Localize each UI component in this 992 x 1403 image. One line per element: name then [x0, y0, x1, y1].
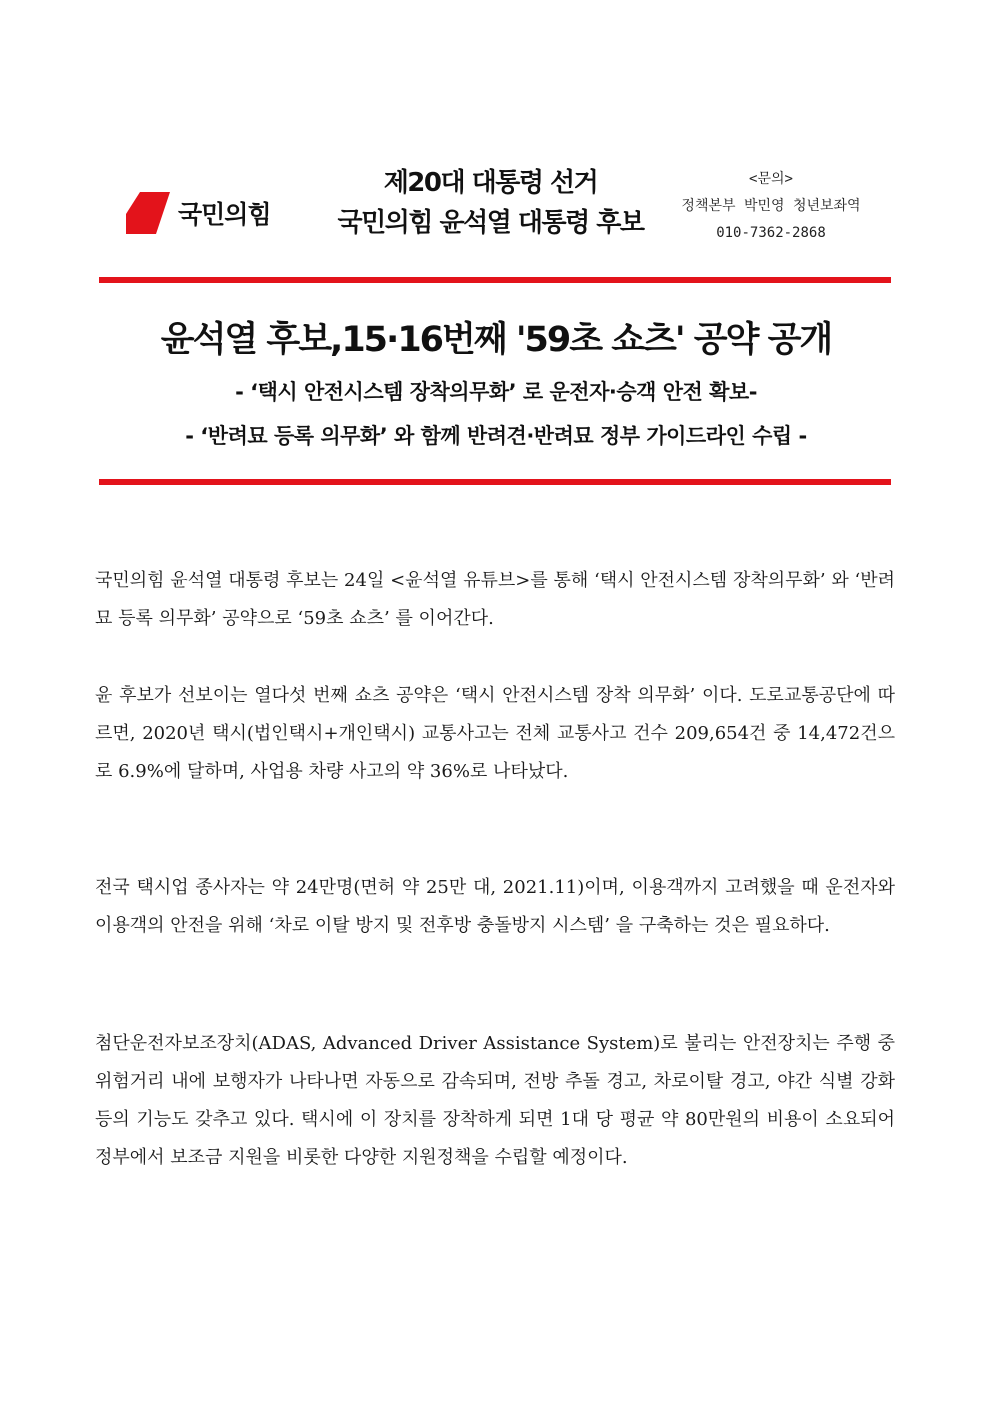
press-release-subtitle-2: - ‘반려묘 등록 의무화’ 와 함께 반려견·반려묘 정부 가이드라인 수립 - [185, 424, 807, 448]
party-logo [126, 192, 271, 234]
contact-label: <문의> [749, 171, 793, 187]
contact-department: 정책본부 박민영 청년보좌역 [681, 198, 861, 214]
body-paragraph: 전국 택시업 종사자는 약 24만명(면허 약 25만 대, 2021.11)이며, 이용객까지 고려했을 때 운전자와 이용객의 안전을 위해 ‘차로 이탈 방지 및 전후방 충돌방지 시스템’ 을 구축하는 것은 필요하다. [95, 877, 895, 936]
election-title: 제20대 대통령 선거 [383, 168, 598, 198]
party-logo-text: 국민의힘 [178, 200, 271, 229]
headline-divider [99, 479, 891, 485]
contact-info [655, 166, 887, 247]
contact-phone: 010-7362-2868 [716, 225, 826, 241]
header-title [318, 163, 663, 243]
body-paragraph: 첨단운전자보조장치(ADAS, Advanced Driver Assistance System)로 불리는 안전장치는 주행 중 위험거리 내에 보행자가 나타나면 자동으로 감속되며, 전방 추돌 경고, 차로이탈 경고, 야간 식별 강화 등의 기능도 갖추고 있다. 택시에 이 장치를 장착하게 되면 1대 당 평균 약 80만원의 비용이 소요되어 정부에서 보조금 지원을 비롯한 다양한 지원정책을 수립할 예정이다. [95, 1033, 896, 1168]
candidate-title: 국민의힘 윤석열 대통령 후보 [337, 208, 644, 238]
body-paragraph: 국민의힘 윤석열 대통령 후보는 24일 <윤석열 유튜브>를 통해 ‘택시 안전시스템 장착의무화’ 와 ‘반려묘 등록 의무화’ 공약으로 ‘59초 쇼츠’ 를 이어간다. [95, 570, 895, 629]
press-release-title: 윤석열 후보,15·16번째 '59초 쇼츠' 공약 공개 [160, 320, 832, 360]
party-logo-mark-icon [126, 192, 170, 234]
body-paragraph: 윤 후보가 선보이는 열다섯 번째 쇼츠 공약은 ‘택시 안전시스템 장착 의무화’ 이다. 도로교통공단에 따르면, 2020년 택시(법인택시+개인택시) 교통사고는 전체 교통사고 건수 209,654건 중 14,472건으로 6.9%에 달하며, 사업용 차량 사고의 약 36%로 나타났다. [95, 685, 895, 782]
header-divider [99, 277, 891, 283]
press-release-subtitle-1: - ‘택시 안전시스템 장착의무화’ 로 운전자·승객 안전 확보- [235, 380, 757, 404]
